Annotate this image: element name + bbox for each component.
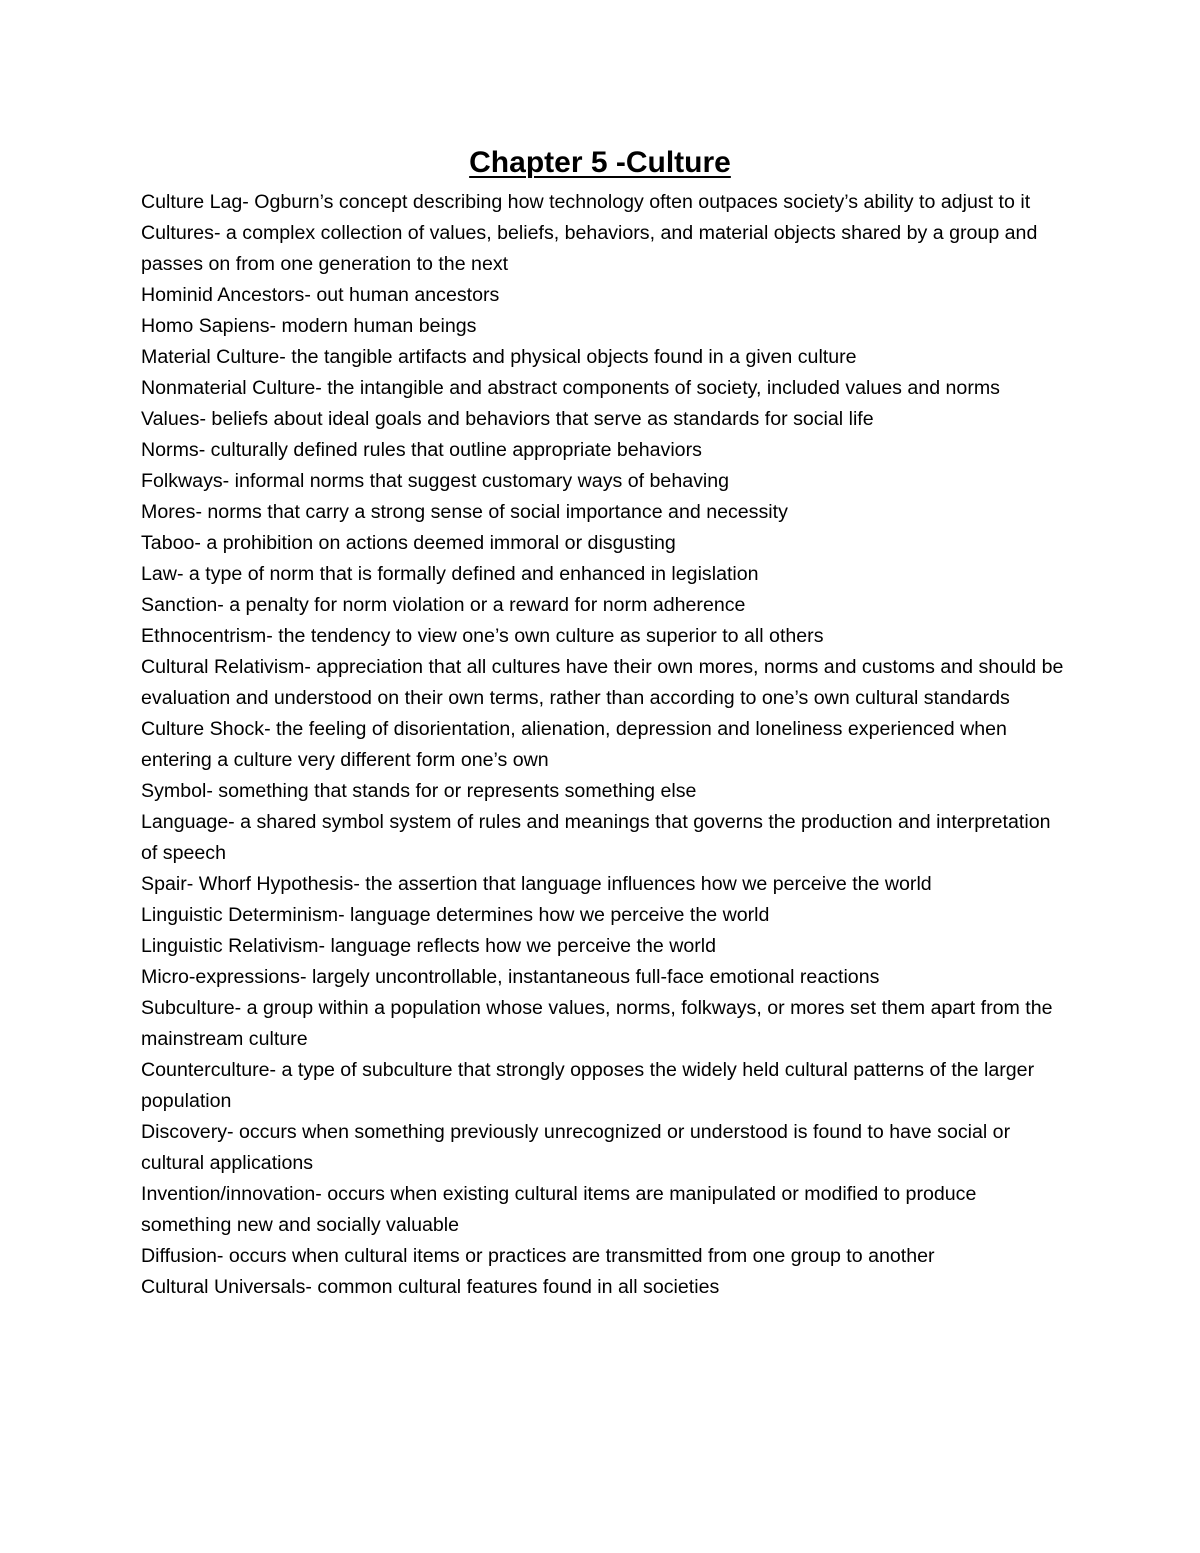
glossary-entry: Culture Lag- Ogburn’s concept describing how technology often outpaces society’s ability to adjust to it bbox=[141, 191, 1031, 213]
glossary-entry: Language- a shared symbol system of rules and meanings that governs the production and interpretation of speech bbox=[141, 811, 1051, 864]
glossary-entry: Discovery- occurs when something previously unrecognized or understood is found to have social or cultural applications bbox=[141, 1121, 1011, 1174]
glossary-entry: Material Culture- the tangible artifacts and physical objects found in a given culture bbox=[141, 346, 857, 368]
glossary-entry: Subculture- a group within a population whose values, norms, folkways, or mores set them apart from the mainstream culture bbox=[141, 997, 1053, 1050]
glossary-entry: Folkways- informal norms that suggest customary ways of behaving bbox=[141, 470, 730, 492]
glossary-entry: Nonmaterial Culture- the intangible and abstract components of society, included values and norms bbox=[141, 377, 1000, 399]
glossary-entry: Taboo- a prohibition on actions deemed immoral or disgusting bbox=[141, 532, 676, 554]
glossary-entry: Cultural Universals- common cultural features found in all societies bbox=[141, 1276, 720, 1298]
glossary-entry: Micro-expressions- largely uncontrollable, instantaneous full-face emotional reactions bbox=[141, 966, 880, 988]
glossary-entry: Homo Sapiens- modern human beings bbox=[141, 315, 477, 337]
glossary-entry: Diffusion- occurs when cultural items or practices are transmitted from one group to another bbox=[141, 1245, 935, 1267]
glossary-entry: Counterculture- a type of subculture that strongly opposes the widely held cultural patterns of the larger population bbox=[141, 1059, 1035, 1112]
glossary-entry: Linguistic Determinism- language determines how we perceive the world bbox=[141, 904, 770, 926]
glossary-entry: Mores- norms that carry a strong sense of social importance and necessity bbox=[141, 501, 788, 523]
glossary-entry: Spair- Whorf Hypothesis- the assertion that language influences how we perceive the world bbox=[141, 873, 932, 895]
glossary-entry: Law- a type of norm that is formally defined and enhanced in legislation bbox=[141, 563, 759, 585]
glossary-entry: Culture Shock- the feeling of disorientation, alienation, depression and loneliness experienced when entering a culture very different form one’s own bbox=[141, 718, 1007, 771]
glossary-entry: Linguistic Relativism- language reflects how we perceive the world bbox=[141, 935, 717, 957]
glossary-entry: Cultures- a complex collection of values, beliefs, behaviors, and material objects shared by a group and passes on from one generation to the next bbox=[141, 222, 1038, 275]
glossary-entry: Values- beliefs about ideal goals and behaviors that serve as standards for social life bbox=[141, 408, 874, 430]
glossary-entry: Symbol- something that stands for or represents something else bbox=[141, 780, 697, 802]
glossary-entry: Cultural Relativism- appreciation that all cultures have their own mores, norms and customs and should be evaluation and understood on their own terms, rather than according to one’s own cultural standards bbox=[141, 656, 1064, 709]
glossary-entry: Invention/innovation- occurs when existing cultural items are manipulated or modified to produce something new and socially valuable bbox=[141, 1183, 977, 1236]
glossary-entry: Ethnocentrism- the tendency to view one’s own culture as superior to all others bbox=[141, 625, 824, 647]
glossary-entry: Norms- culturally defined rules that outline appropriate behaviors bbox=[141, 439, 702, 461]
glossary-list bbox=[141, 187, 1066, 1303]
page-title: Chapter 5 -Culture bbox=[469, 146, 731, 179]
glossary-entry: Hominid Ancestors- out human ancestors bbox=[141, 284, 500, 306]
glossary-entry: Sanction- a penalty for norm violation or a reward for norm adherence bbox=[141, 594, 746, 616]
